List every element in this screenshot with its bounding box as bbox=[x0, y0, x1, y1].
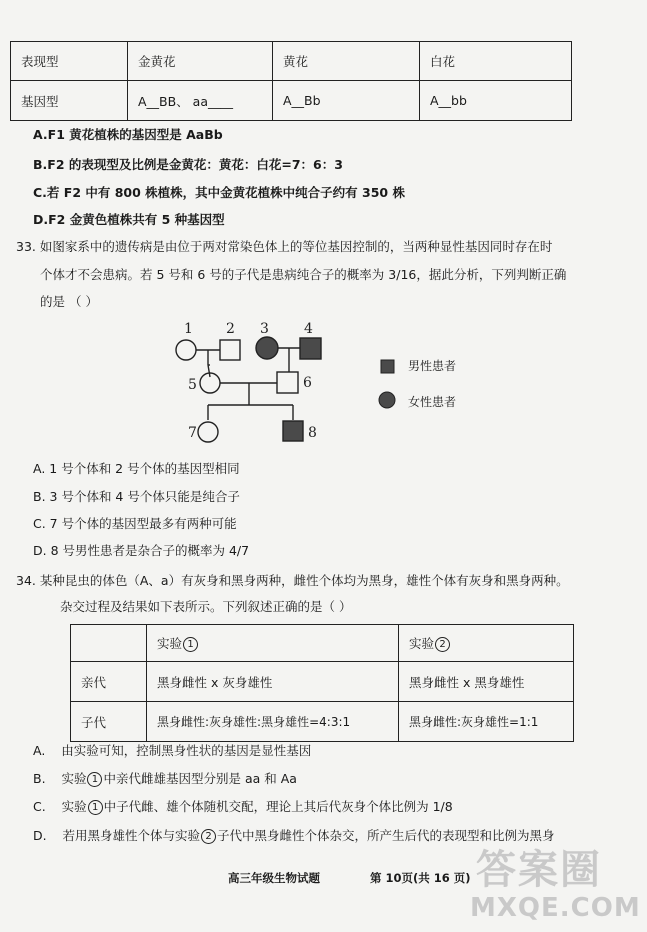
table-cell: 黑身雌性:灰身雄性=1:1 bbox=[399, 702, 574, 742]
legend-female-affected-label: 女性患者 bbox=[408, 395, 457, 409]
pedigree-individual-3 bbox=[256, 337, 278, 359]
table-cell: 黑身雌性:灰身雄性:黑身雄性=4:3:1 bbox=[147, 702, 399, 742]
pedigree-individual-7 bbox=[198, 422, 218, 442]
q33-stem-line-2: 个体才不会患病。若 5 号和 6 号的子代是患病纯合子的概率为 3/16，据此分析，下列判断正确 bbox=[40, 267, 567, 282]
pedigree-label-8: 8 bbox=[308, 425, 317, 441]
watermark-url: MXQE.COM bbox=[470, 893, 641, 923]
genotype-table bbox=[10, 41, 572, 121]
watermark-logo-text: 答案圈 bbox=[476, 847, 602, 893]
legend-male-affected-label: 男性患者 bbox=[408, 359, 457, 373]
table-header-exp2: 实验 2 bbox=[399, 625, 574, 662]
pedigree-individual-8 bbox=[283, 421, 303, 441]
table-cell: 金黄花 bbox=[128, 42, 273, 81]
table-cell bbox=[71, 625, 147, 662]
table-header-exp1: 实验 1 bbox=[147, 625, 399, 662]
q32-option-b: B.F2 的表现型及比例是金黄花：黄花：白花=7：6：3 bbox=[33, 157, 343, 172]
legend-female-affected-icon bbox=[379, 392, 395, 408]
q34-option-d: D. 若用黑身雄性个体与实验 2 子代中黑身雌性个体杂交，所产生后代的表现型和比例为黑身 bbox=[33, 828, 555, 843]
q32-option-a: A.F1 黄花植株的基因型是 AaBb bbox=[33, 127, 223, 142]
legend-male-affected-icon bbox=[381, 360, 394, 373]
table-cell: 白花 bbox=[420, 42, 572, 81]
pedigree-label-3: 3 bbox=[260, 321, 269, 337]
q33-option-a: A. 1 号个体和 2 号个体的基因型相同 bbox=[33, 461, 240, 476]
table-cell: 基因型 bbox=[11, 81, 128, 121]
table-cell: A__bb bbox=[420, 81, 572, 121]
q33-option-d: D. 8 号男性患者是杂合子的概率为 4/7 bbox=[33, 543, 250, 558]
q34-stem-line-1: 34. 某种昆虫的体色（A、a）有灰身和黑身两种，雌性个体均为黑身，雄性个体有灰身和黑身两种。 bbox=[16, 573, 569, 588]
q33-stem-line-3: 的是 （ ） bbox=[40, 294, 98, 309]
table-cell: 亲代 bbox=[71, 662, 147, 702]
pedigree-label-6: 6 bbox=[303, 375, 312, 391]
table-cell: A__Bb bbox=[273, 81, 420, 121]
pedigree-diagram bbox=[160, 315, 490, 455]
pedigree-individual-2 bbox=[220, 340, 240, 360]
pedigree-individual-1 bbox=[176, 340, 196, 360]
q34-stem-line-2: 杂交过程及结果如下表所示。下列叙述正确的是（ ） bbox=[60, 599, 352, 614]
table-cell: 子代 bbox=[71, 702, 147, 742]
q34-option-c: C. 实验 1 中子代雌、雄个体随机交配，理论上其后代灰身个体比例为 1/8 bbox=[33, 799, 453, 814]
experiment-table bbox=[70, 624, 574, 742]
pedigree-label-4: 4 bbox=[304, 321, 313, 337]
q34-option-a: A. 由实验可知，控制黑身性状的基因是显性基因 bbox=[33, 743, 312, 758]
table-cell: 表现型 bbox=[11, 42, 128, 81]
pedigree-label-5: 5 bbox=[188, 377, 197, 393]
table-cell: 黑身雌性 x 灰身雄性 bbox=[147, 662, 399, 702]
table-cell: 黄花 bbox=[273, 42, 420, 81]
pedigree-individual-4 bbox=[300, 338, 321, 359]
q32-option-c: C.若 F2 中有 800 株植株，其中金黄花植株中纯合子约有 350 株 bbox=[33, 185, 405, 200]
q34-option-b: B. 实验 1 中亲代雌雄基因型分别是 aa 和 Aa bbox=[33, 771, 297, 786]
table-cell: 黑身雌性 x 黑身雄性 bbox=[399, 662, 574, 702]
table-cell: A__BB、 aa____ bbox=[128, 81, 273, 121]
q33-option-b: B. 3 号个体和 4 号个体只能是纯合子 bbox=[33, 489, 240, 504]
q33-option-c: C. 7 号个体的基因型最多有两种可能 bbox=[33, 516, 237, 531]
q33-stem-line-1: 33. 如图家系中的遗传病是由位于两对常染色体上的等位基因控制的，当两种显性基因同时存在时 bbox=[16, 239, 553, 254]
q32-option-d: D.F2 金黄色植株共有 5 种基因型 bbox=[33, 212, 225, 227]
footer-title: 高三年级生物试题 bbox=[228, 871, 320, 885]
pedigree-label-7: 7 bbox=[188, 425, 197, 441]
pedigree-label-1: 1 bbox=[184, 321, 193, 337]
footer-page-number: 第 10页(共 16 页) bbox=[370, 871, 471, 885]
pedigree-individual-6 bbox=[277, 372, 298, 393]
pedigree-label-2: 2 bbox=[226, 321, 235, 337]
